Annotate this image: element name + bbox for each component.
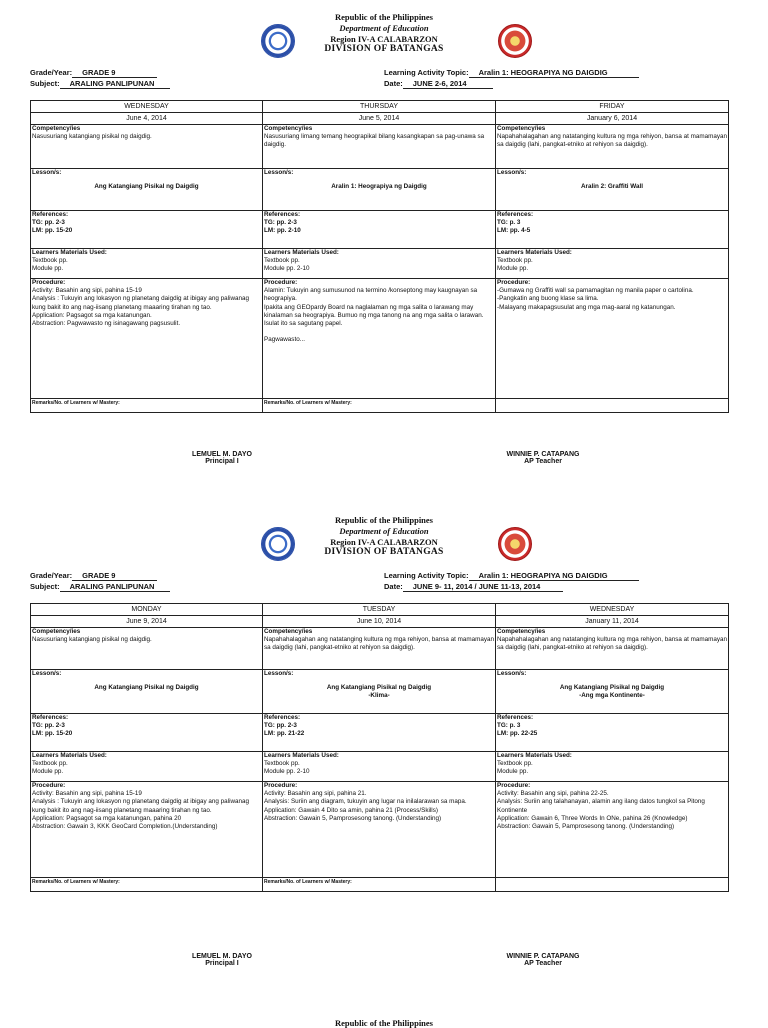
subject-field: Subject: ARALING PANLIPUNAN xyxy=(30,582,170,592)
batangas-seal-icon xyxy=(498,24,532,58)
materials-cell: Learners Materials Used: Textbook pp. Module pp. xyxy=(31,752,263,782)
procedure-cell: Procedure: Activity: Basahin ang sipi, pahina 15-19 Analysis : Tukuyin ang lokasyon ng planetang daigdig at ibigay ang paliwanag kung bakit ito ang nag-iisang planetang maaaring tirahan ng tao. Application: Pagsagot sa mga katanungan. Abstraction: Pagwawasto ng isinagawang pagsusulit. xyxy=(31,279,263,399)
teacher-signature: WINNIE P. CATAPANG AP Teacher xyxy=(506,953,580,967)
materials-cell: Learners Materials Used: Textbook pp. Module pp. xyxy=(496,249,729,279)
materials-cell: Learners Materials Used: Textbook pp. Module pp. xyxy=(31,249,263,279)
subject-field: Subject: ARALING PANLIPUNAN xyxy=(30,79,170,89)
procedure-cell: Procedure: Activity: Basahin ang sipi, pahina 21. Analysis: Suriin ang diagram, tukuyin ang lugar na inilalarawan sa mapa. Application: Gawain 4 Dito sa amin, pahina 21 (Process/Skills) Abstraction: Gawain 5, Pamprosesong tanong. (Understanding) xyxy=(263,782,496,878)
lesson-cell: Lesson/s: Aralin 2: Graffiti Wall xyxy=(496,169,729,211)
lesson-cell: Lesson/s: Ang Katangiang Pisikal ng Daigdig xyxy=(31,169,263,211)
date-header: January 11, 2014 xyxy=(496,616,729,628)
lesson-plan-table xyxy=(30,100,729,413)
day-header: TUESDAY xyxy=(263,604,496,616)
date-header: June 9, 2014 xyxy=(31,616,263,628)
date-header: January 6, 2014 xyxy=(496,113,729,125)
principal-signature: LEMUEL M. DAYO Principal I xyxy=(192,953,252,967)
region-line: Region IV-A CALABARZON xyxy=(330,34,438,44)
procedure-cell: Procedure: Activity: Basahin ang sipi, pahina 15-19 Analysis : Tukuyin ang lokasyon ng planetang daigdig at ibigay ang paliwanag kung bakit ito ang nag-iisang planetang maaaring tirahan ng tao. Application: Pagsagot sa mga katanungan, pahina 20 Abstraction: Gawain 3, KKK GeoCard Completion.(Understanding) xyxy=(31,782,263,878)
remarks-cell xyxy=(496,399,729,413)
references-cell: References: TG: pp. 2-3 LM: pp. 21-22 xyxy=(263,714,496,752)
republic-line: Republic of the Philippines xyxy=(334,12,433,22)
remarks-cell xyxy=(496,878,729,892)
references-cell: References: TG: pp. 2-3 LM: pp. 15-20 xyxy=(31,714,263,752)
date-header: June 5, 2014 xyxy=(263,113,496,125)
day-header: WEDNESDAY xyxy=(31,101,263,113)
competency-cell: Competency/ies Nasusuriang katangiang pisikal ng daigdig. xyxy=(31,628,263,670)
grade-field: Grade/Year: GRADE 9 xyxy=(30,571,157,581)
references-cell: References: TG: p. 3 LM: pp. 4-5 xyxy=(496,211,729,249)
lesson-cell: Lesson/s: Ang Katangiang Pisikal ng Daigdig -Ang mga Kontinente- xyxy=(496,670,729,714)
competency-cell: Competency/ies Napahahalagahan ang natatanging kultura ng mga rehiyon, bansa at mamamayan sa daigdig (lahi, pangkat-etniko at rehiyon sa daigdig). xyxy=(496,125,729,169)
topic-field: Learning Activity Topic: Aralin 1: HEOGRAPIYA NG DAIGDIG xyxy=(384,68,639,78)
lesson-plan-table xyxy=(30,603,729,892)
topic-field: Learning Activity Topic: Aralin 1: HEOGRAPIYA NG DAIGDIG xyxy=(384,571,639,581)
region-line: Region IV-A CALABARZON xyxy=(330,537,438,547)
republic-line: Republic of the Philippines xyxy=(334,515,433,525)
lesson-cell: Lesson/s: Ang Katangiang Pisikal ng Daigdig -Klima- xyxy=(263,670,496,714)
department-line: Department of Education xyxy=(339,526,429,536)
date-field: Date: JUNE 2-6, 2014 xyxy=(384,79,493,89)
references-cell: References: TG: pp. 2-3 LM: pp. 2-10 xyxy=(263,211,496,249)
lesson-plan-page-2 xyxy=(0,503,768,1003)
procedure-cell: Procedure: Alamin: Tukuyin ang sumusunod na termino /konseptong may kaugnayan sa heograpiya. Ipakita ang GEOpardy Board na naglalaman ng mga salita o larawang may kinalaman sa heograpiya. Bumuo ng mga tanong na ang mga salita o larawan. Isulat ito sa sagutang papel. Pagwawasto... xyxy=(263,279,496,399)
procedure-cell: Procedure: Activity: Basahin ang sipi, pahina 22-25. Analysis: Suriin ang talahanayan, alamin ang ilang datos tungkol sa Pitong Kontinente Application: Gawain 6, Three Words In ONe, pahina 26 (Knowledge) Abstraction: Gawain 5, Pamprosesong tanong. (Understanding) xyxy=(496,782,729,878)
lesson-plan-page-1 xyxy=(0,0,768,500)
day-header: WEDNESDAY xyxy=(496,604,729,616)
date-header: June 4, 2014 xyxy=(31,113,263,125)
department-line: Department of Education xyxy=(339,23,429,33)
date-header: June 10, 2014 xyxy=(263,616,496,628)
remarks-cell: Remarks/No. of Learners w/ Mastery: xyxy=(31,878,263,892)
materials-cell: Learners Materials Used: Textbook pp. Module pp. 2-10 xyxy=(263,752,496,782)
remarks-cell: Remarks/No. of Learners w/ Mastery: xyxy=(263,399,496,413)
deped-seal-icon xyxy=(261,24,295,58)
procedure-cell: Procedure: -Gumawa ng Graffiti wall sa pamamagitan ng manila paper o cartolina. -Pangkatin ang buong klase sa lima. -Malayang makapagsusulat ang mga mag-aaral ng katanungan. xyxy=(496,279,729,399)
day-header: FRIDAY xyxy=(496,101,729,113)
grade-field: Grade/Year: GRADE 9 xyxy=(30,68,157,78)
remarks-cell: Remarks/No. of Learners w/ Mastery: xyxy=(263,878,496,892)
lesson-cell: Lesson/s: Ang Katangiang Pisikal ng Daigdig xyxy=(31,670,263,714)
teacher-signature: WINNIE P. CATAPANG AP Teacher xyxy=(506,451,580,465)
references-cell: References: TG: pp. 2-3 LM: pp. 15-20 xyxy=(31,211,263,249)
materials-cell: Learners Materials Used: Textbook pp. Module pp. xyxy=(496,752,729,782)
references-cell: References: TG: p. 3 LM: pp. 22-25 xyxy=(496,714,729,752)
batangas-seal-icon xyxy=(498,527,532,561)
lesson-cell: Lesson/s: Aralin 1: Heograpiya ng Daigdig xyxy=(263,169,496,211)
day-header: MONDAY xyxy=(31,604,263,616)
competency-cell: Competency/ies Nasusuriang katangiang pisikal ng daigdig. xyxy=(31,125,263,169)
date-field: Date: JUNE 9- 11, 2014 / JUNE 11-13, 2014 xyxy=(384,582,563,592)
competency-cell: Competency/ies Napahahalagahan ang natatanging kultura ng mga rehiyon, bansa at mamamayan sa daigdig (lahi, pangkat-etniko at rehiyon sa daigdig). xyxy=(496,628,729,670)
division-line: DIVISION OF BATANGAS xyxy=(324,44,444,54)
division-line: DIVISION OF BATANGAS xyxy=(324,547,444,557)
competency-cell: Competency/ies Nasusuriang limang temang heograpikal bilang kasangkapan sa pag-unawa sa daigdig. xyxy=(263,125,496,169)
principal-signature: LEMUEL M. DAYO Principal I xyxy=(192,451,252,465)
materials-cell: Learners Materials Used: Textbook pp. Module pp. 2-10 xyxy=(263,249,496,279)
competency-cell: Competency/ies Napahahalagahan ang natatanging kultura ng mga rehiyon, bansa at mamamayan sa daigdig (lahi, pangkat-etniko at rehiyon sa daigdig). xyxy=(263,628,496,670)
day-header: THURSDAY xyxy=(263,101,496,113)
deped-seal-icon xyxy=(261,527,295,561)
page-3-header: Republic of the Philippines xyxy=(334,1018,433,1028)
remarks-cell: Remarks/No. of Learners w/ Mastery: xyxy=(31,399,263,413)
